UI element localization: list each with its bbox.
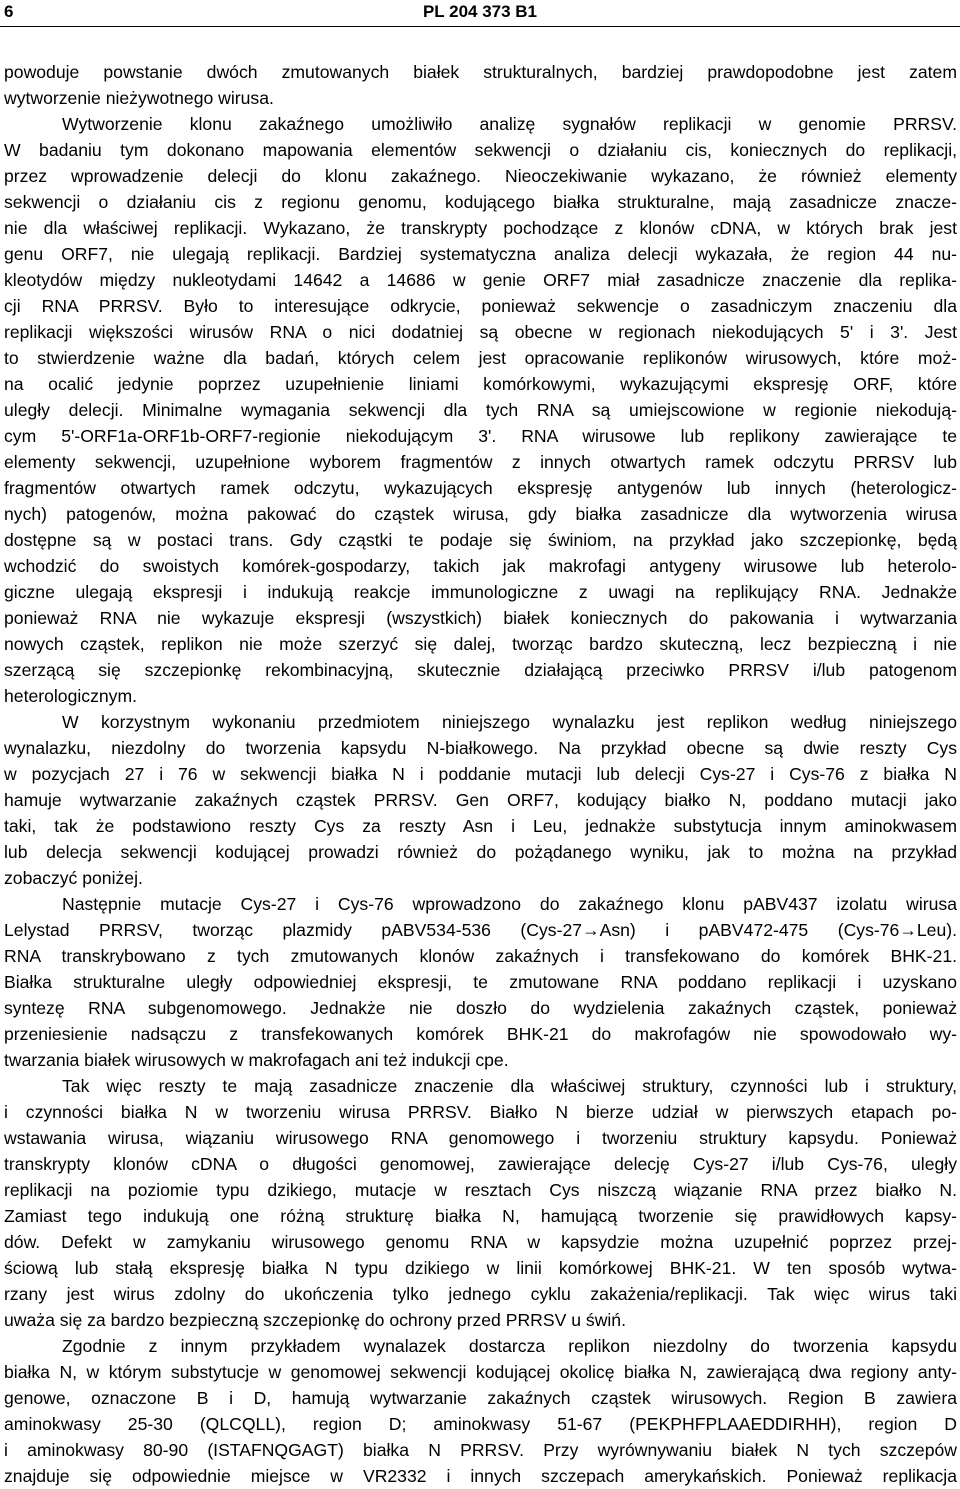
text-line: ściową lub stałą ekspresję białka N typu dzikiego w linii komórkowej BHK-21. W ten sposób wytwa-	[4, 1258, 957, 1278]
text-line: Wytworzenie klonu zakaźnego umożliwiło analizę sygnałów replikacji w genomie PRRSV.	[62, 114, 957, 134]
text-line: i czynności białka N w tworzeniu wirusa PRRSV. Białko N bierze udział w pierwszych etapach po-	[4, 1102, 957, 1122]
text-line: W korzystnym wykonaniu przedmiotem niniejszego wynalazku jest replikon według niniejszego	[62, 712, 957, 732]
text-line: wynalazku, niezdolny do tworzenia kapsydu N-białkowego. Na przykład obecne są dwie reszty Cys	[4, 738, 957, 758]
text-line: lub delecja sekwencji kodującej prowadzi również do pożądanego wyniku, jak to można na przykład	[4, 842, 957, 862]
text-line: Zamiast tego indukują one różną strukturę białka N, hamującą tworzenie się prawidłowych kapsy-	[4, 1206, 957, 1226]
text-line: nowych cząstek, replikon nie może szerzyć się dalej, tworząc bardzo skuteczną, lecz bezpieczną i nie	[4, 634, 957, 654]
text-line: zobaczyć poniżej.	[4, 868, 143, 888]
text-line: to stwierdzenie ważne dla badań, których celem jest opracowanie replikonów wirusowych, które moż-	[4, 348, 957, 368]
text-line: uległy delecji. Minimalne wymagania sekwencji dla tych RNA są umiejscowione w regionie niekodują-	[4, 400, 957, 420]
text-line: transkrypty klonów cDNA o długości genomowej, zawierające delecję Cys-27 i/lub Cys-76, uległy	[4, 1154, 957, 1174]
text-line: rzany jest wirus zdolny do ukończenia tylko jednego cyklu zakażenia/replikacji. Tak więc wirus taki	[4, 1284, 957, 1304]
text-line: W badaniu tym dokonano mapowania elementów sekwencji o działaniu cis, koniecznych do replikacji,	[4, 140, 957, 160]
text-line: elementy sekwencji, uzupełnione wyborem fragmentów z innych otwartych ramek odczytu PRRSV lub	[4, 452, 957, 472]
text-line: szerzącą się szczepionkę rekombinacyjną, skutecznie działającą przeciwko PRRSV i/lub patogenom	[4, 660, 957, 680]
text-line: giczne ulegają ekspresji i indukują reakcje immunologiczne z uwagi na replikujący RNA. Jednakże	[4, 582, 957, 602]
text-line: kleotydów między nukleotydami 14642 a 14686 w genie ORF7 miał zasadnicze znaczenie dla replika-	[4, 270, 957, 290]
text-line: cji RNA PRRSV. Było to interesujące odkrycie, ponieważ sekwencje o zasadniczym znaczeniu dla	[4, 296, 957, 316]
text-line: genowe, oznaczone B i D, hamują wytwarzanie zakaźnych cząstek wirusowych. Region B zawiera	[4, 1388, 957, 1408]
page-header	[0, 0, 960, 26]
text-line: replikacji na poziomie typu dzikiego, mutacje w resztach Cys niszczą wiązanie RNA przez białko N.	[4, 1180, 957, 1200]
text-line: Następnie mutacje Cys-27 i Cys-76 wprowadzono do zakaźnego klonu pABV437 izolatu wirusa	[62, 894, 957, 914]
text-line: Lelystad PRRSV, tworząc plazmidy pABV534-536 (Cys-27→Asn) i pABV472-475 (Cys-76→Leu).	[4, 920, 957, 940]
text-line: hamuje wytwarzanie zakaźnych cząstek PRRSV. Gen ORF7, kodujący białko N, poddano mutacji jako	[4, 790, 957, 810]
text-line: powoduje powstanie dwóch zmutowanych białek strukturalnych, bardziej prawdopodobne jest zatem	[4, 62, 957, 82]
text-line: cym 5'-ORF1a-ORF1b-ORF7-regionie niekodującym 3'. RNA wirusowe lub replikony zawierające te	[4, 426, 957, 446]
text-line: wytworzenie nieżywotnego wirusa.	[4, 88, 274, 108]
text-line: sekwencji o działaniu cis z regionu genomu, kodującego białka strukturalne, mają zasadnicze znacze-	[4, 192, 957, 212]
text-line: nie dla właściwej replikacji. Wykazano, że transkrypty pochodzące z klonów cDNA, w których brak jest	[4, 218, 957, 238]
header-divider	[0, 26, 960, 27]
text-line: nych) patogenów, można pakować do cząstek wirusa, gdy białka zasadnicze dla wytworzenia wirusa	[4, 504, 957, 524]
text-line: RNA transkrybowano z tych zmutowanych klonów zakaźnych i transfekowano do komórek BHK-21.	[4, 946, 957, 966]
text-line: przeniesienie nadsączu z transfekowanych komórek BHK-21 do makrofagów nie spowodowało wy-	[4, 1024, 957, 1044]
text-line: znajduje się odpowiednie miejsce w VR2332 i innych szczepach amerykańskich. Ponieważ replikacja	[4, 1466, 957, 1486]
text-line: aminokwasy 25-30 (QLCQLL), region D; aminokwasy 51-67 (PEKPHFPLAAEDDIRHH), region D	[4, 1414, 957, 1434]
text-line: ponieważ RNA nie wykazuje ekspresji (wszystkich) białek koniecznych do pakowania i wytwarzania	[4, 608, 957, 628]
text-line: fragmentów otwartych ramek odczytu, wykazujących ekspresję antygenów lub innych (heterologicz-	[4, 478, 957, 498]
text-line: Zgodnie z innym przykładem wynalazek dostarcza replikon niezdolny do tworzenia kapsydu	[62, 1336, 957, 1356]
text-line: Białka strukturalne uległy odpowiedniej ekspresji, te zmutowane RNA poddano replikacji i uzyskano	[4, 972, 957, 992]
text-line: wstawania wirusa, wiązaniu wirusowego RNA genomowego i tworzeniu struktury kapsydu. Ponieważ	[4, 1128, 957, 1148]
patent-number: PL 204 373 B1	[422, 2, 538, 21]
text-line: przez wprowadzenie delecji do klonu zakaźnego. Nieoczekiwanie wykazano, że również elementy	[4, 166, 957, 186]
text-line: na ocalić jedynie poprzez uzupełnienie liniami komórkowymi, wykazującymi ekspresję ORF, które	[4, 374, 957, 394]
document-body	[4, 59, 957, 1489]
text-line: syntezę RNA subgenomowego. Jednakże nie doszło do wydzielenia zakaźnych cząstek, ponieważ	[4, 998, 957, 1018]
text-line: taki, tak że podstawiono reszty Cys za reszty Asn i Leu, jednakże substytucja innym aminokwasem	[4, 816, 957, 836]
text-line: twarzania białek wirusowych w makrofagach ani też indukcji cpe.	[4, 1050, 509, 1070]
text-line: uważa się za bardzo bezpieczną szczepionkę do ochrony przed PRRSV u świń.	[4, 1310, 626, 1330]
text-line: genu ORF7, nie ulegają replikacji. Bardziej systematyczna analiza delecji wykazała, że region 44 nu-	[4, 244, 957, 264]
text-line: w pozycjach 27 i 76 w sekwencji białka N i poddanie mutacji lub delecji Cys-27 i Cys-76 z białka N	[4, 764, 957, 784]
text-line: dów. Defekt w zamykaniu wirusowego genomu RNA w kapsydzie można uzupełnić poprzez przej-	[4, 1232, 957, 1252]
page-number: 6	[4, 2, 14, 21]
text-line: dostępne są w postaci trans. Gdy cząstki te podaje się świniom, na przykład jako szczepionkę, będą	[4, 530, 957, 550]
text-line: i aminokwasy 80-90 (ISTAFNQGAGT) białka N PRRSV. Przy wyrównywaniu białek N tych szczepów	[4, 1440, 957, 1460]
text-line: wchodzić do swoistych komórek-gospodarzy, takich jak makrofagi antygeny wirusowe lub heterolo-	[4, 556, 957, 576]
text-line: heterologicznym.	[4, 686, 137, 706]
text-line: białka N, w którym substytucje w genomowej sekwencji kodującej okolicę białka N, zawierającą dwa regiony anty-	[4, 1362, 957, 1382]
text-line: Tak więc reszty te mają zasadnicze znaczenie dla właściwej struktury, czynności lub i struktury,	[62, 1076, 957, 1096]
text-line: replikacji większości wirusów RNA o nici dodatniej są obecne w regionach niekodujących 5' i 3'. Jest	[4, 322, 957, 342]
